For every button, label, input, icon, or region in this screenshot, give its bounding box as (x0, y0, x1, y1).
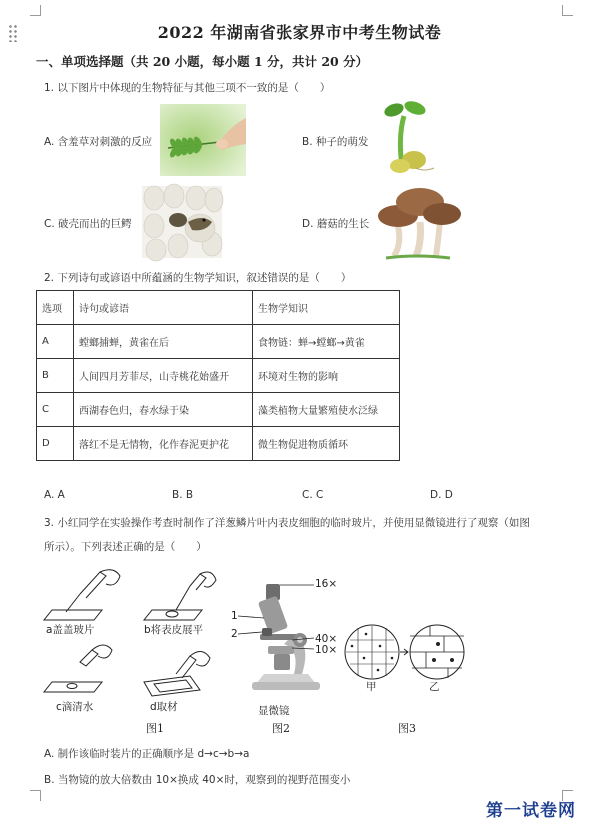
q2-option-a: A. A (44, 489, 65, 501)
question-2-stem: 2. 下列诗句或谚语中所蕴涵的生物学知识，叙述错误的是（ ） (44, 272, 352, 284)
question-1-stem: 1. 以下图片中体现的生物特征与其他三项不一致的是（ ） (44, 82, 331, 94)
q2-option-d: D. D (430, 489, 453, 501)
question-3-stem-line1: 3. 小红同学在实验操作考查时制作了洋葱鳞片叶内表皮细胞的临时玻片，并使用显微镜进行了观察（如图 (44, 517, 530, 529)
q1-option-b: B. 种子的萌发 (302, 136, 369, 148)
page-corner-mark (562, 5, 573, 16)
figure-1-caption: 图1 (146, 722, 164, 735)
microscope-part-1: 1 (231, 610, 238, 622)
table-cell: A (37, 325, 74, 359)
table-cell: C (37, 393, 74, 427)
objective-40-magnification: 40× (315, 633, 338, 645)
q3-option-b: B. 当物镜的放大倍数由 10×换成 40×时，观察到的视野范围变小 (44, 774, 351, 786)
q1-option-c: C. 破壳而出的巨鳄 (44, 218, 132, 230)
table-cell: 落红不是无情物，化作春泥更护花 (74, 427, 253, 461)
microscope-part-2: 2 (231, 628, 238, 640)
table-cell: 人间四月芳菲尽，山寺桃花始盛开 (74, 359, 253, 393)
page-title: 2022 年湖南省张家界市中考生物试卷 (157, 23, 442, 42)
hatching-crocodile-image (142, 186, 222, 258)
step-b-label: b将表皮展平 (144, 624, 204, 636)
microscope-label: 显微镜 (258, 705, 290, 717)
page-corner-mark (30, 5, 41, 16)
table-row (37, 393, 400, 427)
table-header-row (37, 291, 400, 325)
figure-3-caption: 图3 (398, 722, 416, 735)
table-cell: 藻类植物大量繁殖使水泛绿 (253, 393, 400, 427)
table-header-cell: 生物学知识 (253, 291, 400, 325)
table-row (37, 359, 400, 393)
objective-10-magnification: 10× (315, 644, 338, 656)
site-watermark: 第一试卷网 (486, 801, 576, 821)
table-cell: 螳螂捕蝉，黄雀在后 (74, 325, 253, 359)
table-row (37, 325, 400, 359)
q2-table (36, 290, 400, 461)
view-yi-label: 乙 (429, 681, 440, 693)
table-header-cell: 诗句或谚语 (74, 291, 253, 325)
table-row (37, 427, 400, 461)
seed-germination-image (384, 96, 440, 176)
section-heading: 一、单项选择题（共 20 小题，每小题 1 分，共计 20 分） (36, 54, 369, 69)
table-cell: D (37, 427, 74, 461)
q2-option-c: C. C (302, 489, 324, 501)
figure-2-caption: 图2 (272, 722, 290, 735)
mushroom-image (376, 182, 462, 262)
table-cell: 西湖春色归，春水绿于染 (74, 393, 253, 427)
field-of-view-figure (340, 622, 470, 682)
figure-1-steps (40, 566, 220, 716)
table-header-cell: 选项 (37, 291, 74, 325)
q2-option-b: B. B (172, 489, 194, 501)
table-cell: B (37, 359, 74, 393)
mimosa-image (160, 104, 246, 176)
eyepiece-magnification: 16× (315, 578, 338, 590)
step-c-label: c滴清水 (56, 701, 94, 713)
page-corner-mark (30, 790, 41, 801)
step-a-label: a盖盖玻片 (46, 624, 95, 636)
question-3-stem-line2: 所示）。下列表述正确的是（ ） (44, 541, 207, 553)
table-cell: 食物链：蝉→螳螂→黄雀 (253, 325, 400, 359)
step-d-label: d取材 (150, 701, 178, 713)
q1-option-a: A. 含羞草对刺激的反应 (44, 136, 153, 148)
q3-option-a: A. 制作该临时装片的正确顺序是 d→c→b→a (44, 748, 250, 760)
table-cell: 微生物促进物质循环 (253, 427, 400, 461)
view-jia-label: 甲 (366, 681, 377, 693)
q1-option-d: D. 蘑菇的生长 (302, 218, 370, 230)
table-cell: 环境对生物的影响 (253, 359, 400, 393)
